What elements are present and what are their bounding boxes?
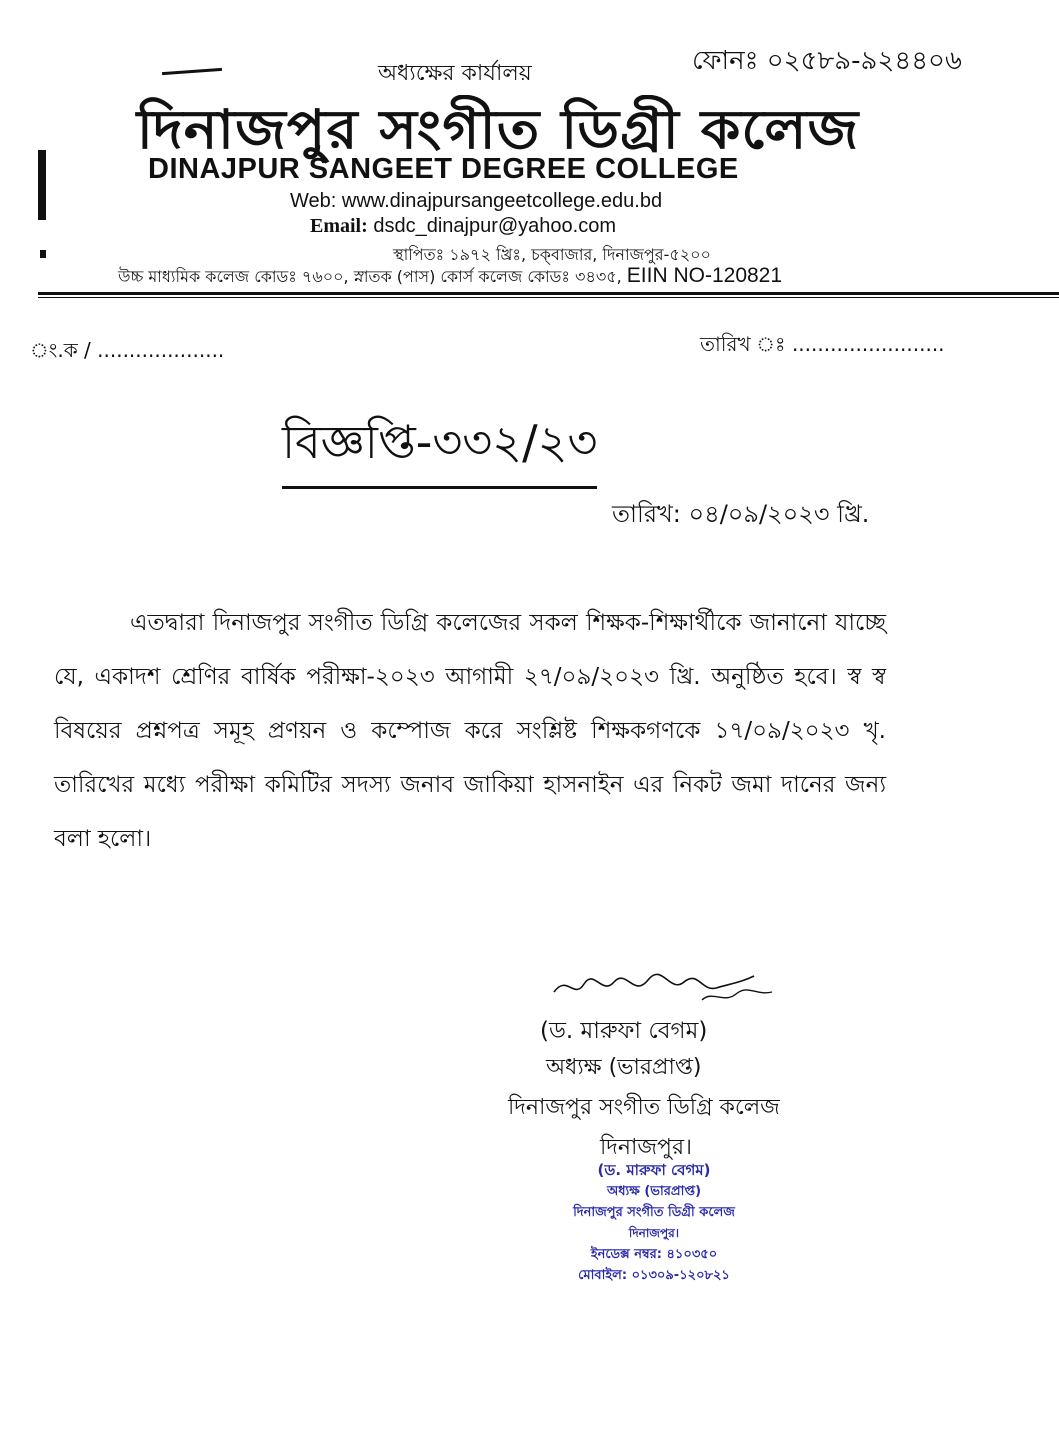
- handwritten-signature: [552, 970, 782, 1010]
- eiin-number: EIIN NO-120821: [626, 264, 783, 287]
- website: Web: www.dinajpursangeetcollege.edu.bd: [290, 190, 663, 212]
- college-codes-text: উচ্চ মাধ্যমিক কলেজ কোডঃ ৭৬০০, স্নাতক (পাস) কোর্স কলেজ কোডঃ ৩৪৩৫,: [118, 267, 627, 286]
- stamp-index-number: ইনডেক্স নম্বর: ৪১০৩৫০: [590, 1247, 718, 1262]
- scan-mark: [40, 250, 46, 258]
- college-name-bangla: দিনাজপুর সংগীত ডিগ্রী কলেজ: [136, 98, 860, 161]
- phone-number: ফোনঃ ০২৫৮৯-৯২৪৪০৬: [692, 46, 962, 76]
- notice-title: বিজ্ঞপ্তি-৩৩২/২৩: [282, 408, 597, 489]
- letterhead-divider: [38, 292, 1059, 295]
- notice-date: তারিখ: ০৪/০৯/২০২৩ খ্রি.: [612, 500, 870, 528]
- signatory-city: দিনাজপুর।: [600, 1135, 692, 1160]
- established-address: স্থাপিতঃ ১৯৭২ খ্রিঃ, চক্‌বাজার, দিনাজপুর-৫২০০: [393, 245, 711, 264]
- stamp-name: (ড. মারুফা বেগম): [597, 1161, 711, 1179]
- office-title: অধ্যক্ষের কার্যালয়: [378, 61, 532, 86]
- signatory-name: (ড. মারুফা বেগম): [540, 1018, 708, 1044]
- email-value: dsdc_dinajpur@yahoo.com: [367, 215, 617, 237]
- college-codes: [118, 264, 782, 291]
- date-field: তারিখ ঃ ........................: [700, 332, 945, 356]
- college-name-english: DINAJPUR SANGEET DEGREE COLLEGE: [148, 153, 739, 185]
- official-stamp: [534, 1160, 774, 1286]
- email-line: [310, 215, 616, 238]
- notice-body: এতদ্বারা দিনাজপুর সংগীত ডিগ্রি কলেজের সকল শিক্ষক-শিক্ষার্থীকে জানানো যাচ্ছে যে, একাদশ শ্রেণির বার্ষিক পরীক্ষা-২০২৩ আগামী ২৭/০৯/২০২৩ খ্রি. অনুষ্ঠিত হবে। স্ব স্ব বিষয়ের প্রশ্নপত্র সমূহ প্রণয়ন ও কম্পোজ করে সংশ্লিষ্ট শিক্ষকগণকে ১৭/০৯/২০২৩ খৃ. তারিখের মধ্যে পরীক্ষা কমিটির সদস্য জনাব জাকিয়া হাসনাইন এর নিকট জমা দানের জন্য বলা হলো।: [54, 610, 886, 852]
- email-label: Email:: [310, 215, 368, 237]
- scan-mark: [162, 68, 222, 75]
- stamp-college: দিনাজপুর সংগীত ডিগ্রী কলেজ: [573, 1205, 735, 1220]
- stamp-role: অধ্যক্ষ (ভারপ্রাপ্ত): [606, 1184, 702, 1199]
- stamp-city: দিনাজপুর।: [628, 1226, 680, 1240]
- scan-mark: [38, 150, 46, 220]
- signatory-role: অধ্যক্ষ (ভারপ্রাপ্ত): [546, 1055, 702, 1080]
- letterhead-divider: [38, 297, 1059, 298]
- signatory-college: দিনাজপুর সংগীত ডিগ্রি কলেজ: [508, 1095, 780, 1120]
- reference-field: ং.ক / ....................: [30, 338, 225, 362]
- stamp-mobile: মোবাইল: ০১৩০৯-১২০৮২১: [578, 1268, 730, 1283]
